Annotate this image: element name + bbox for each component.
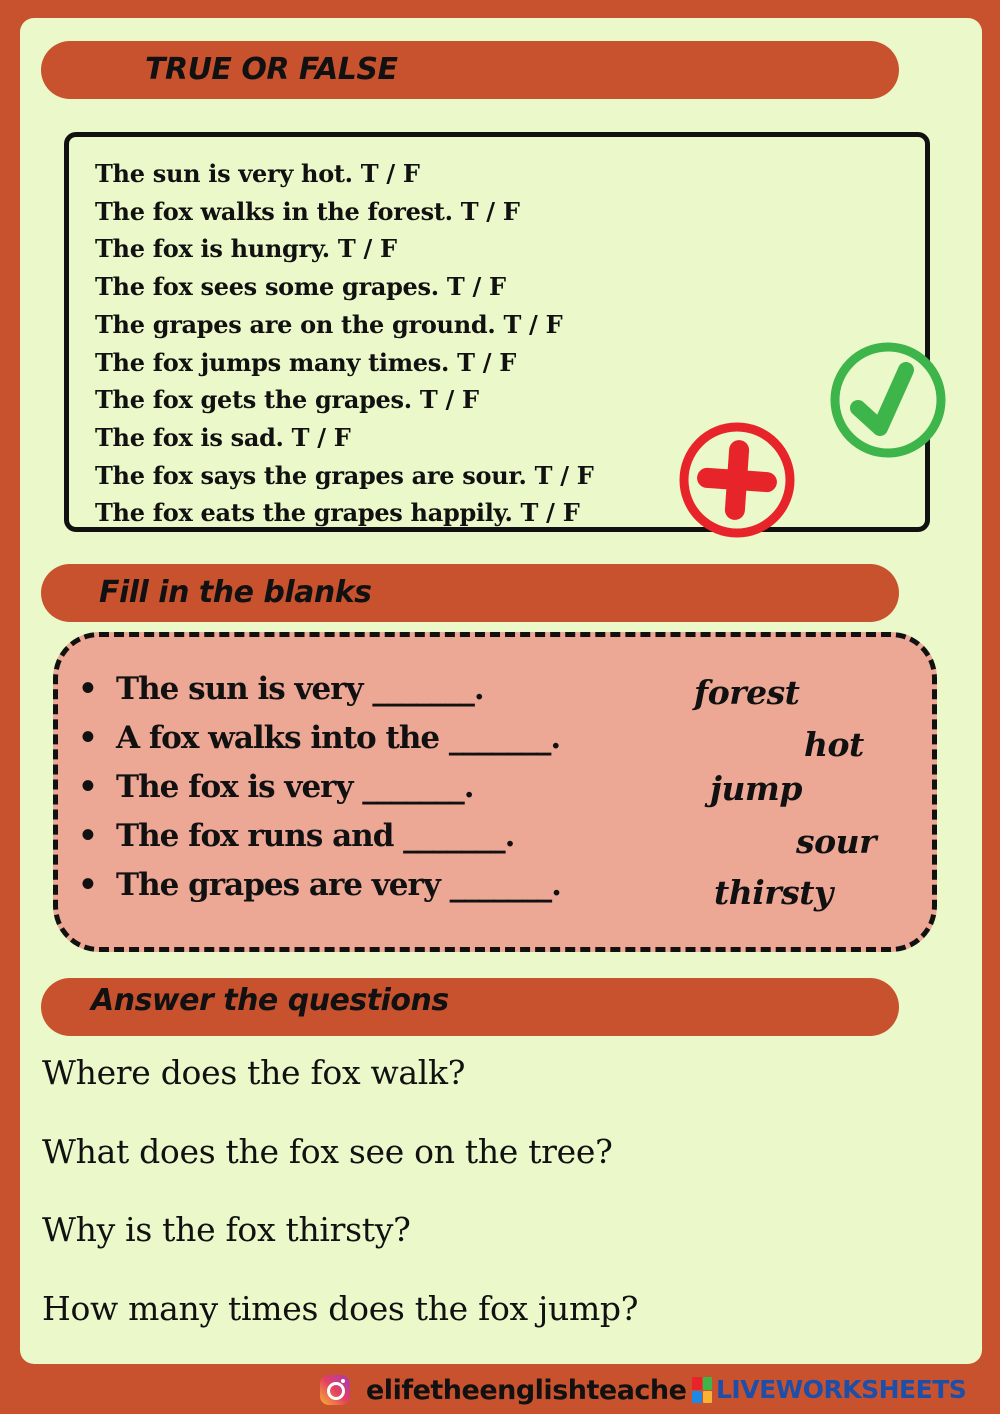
question-item[interactable]: Where does the fox walk? [42, 1053, 466, 1092]
tf-statement[interactable]: The fox is hungry. T / F [95, 234, 397, 264]
fill-blanks-box [53, 632, 937, 952]
cross-icon [677, 420, 797, 540]
tf-statement[interactable]: The fox sees some grapes. T / F [95, 272, 506, 302]
question-item[interactable]: How many times does the fox jump? [42, 1289, 639, 1328]
true-false-title: TRUE OR FALSE [145, 52, 398, 87]
fill-sentence[interactable]: • The sun is very _______. [78, 671, 484, 707]
word-bank-item: sour [796, 822, 876, 861]
fill-blanks-title: Fill in the blanks [99, 575, 372, 610]
word-bank-item: thirsty [714, 873, 833, 912]
questions-title: Answer the questions [91, 983, 449, 1018]
liveworksheets-logo-icon [692, 1377, 712, 1403]
true-false-header [41, 41, 899, 99]
true-false-box [64, 132, 930, 532]
tf-statement[interactable]: The fox is sad. T / F [95, 422, 351, 452]
fill-sentence[interactable]: • A fox walks into the _______. [78, 720, 561, 756]
footer-credit [320, 1370, 686, 1410]
question-item[interactable]: Why is the fox thirsty? [42, 1210, 411, 1249]
tf-statement[interactable]: The fox walks in the forest. T / F [95, 196, 520, 226]
fill-sentence[interactable]: • The fox runs and _______. [78, 818, 515, 854]
worksheet [20, 18, 982, 1364]
tf-statement[interactable]: The fox gets the grapes. T / F [95, 385, 479, 415]
liveworksheets-brand[interactable]: LIVEWORKSHEETS [716, 1375, 967, 1404]
word-bank-item: hot [804, 725, 864, 764]
fill-blanks-list [78, 665, 561, 910]
fill-sentence[interactable]: • The fox is very _______. [78, 769, 474, 805]
true-false-list [95, 155, 593, 532]
tf-statement[interactable]: The fox says the grapes are sour. T / F [95, 460, 594, 490]
fill-sentence[interactable]: • The grapes are very _______. [78, 867, 561, 903]
tf-statement[interactable]: The fox eats the grapes happily. T / F [95, 498, 580, 528]
questions-header [41, 978, 899, 1036]
word-bank-item: jump [710, 769, 802, 808]
instagram-icon [320, 1375, 350, 1405]
fill-blanks-header [41, 564, 899, 622]
author-handle: elifetheenglishteache [366, 1374, 687, 1406]
word-bank-item: forest [694, 673, 800, 712]
tf-statement[interactable]: The grapes are on the ground. T / F [95, 309, 563, 339]
tf-statement[interactable]: The sun is very hot. T / F [95, 159, 420, 188]
question-item[interactable]: What does the fox see on the tree? [42, 1132, 613, 1171]
tf-statement[interactable]: The fox jumps many times. T / F [95, 347, 516, 377]
check-icon [828, 340, 948, 460]
